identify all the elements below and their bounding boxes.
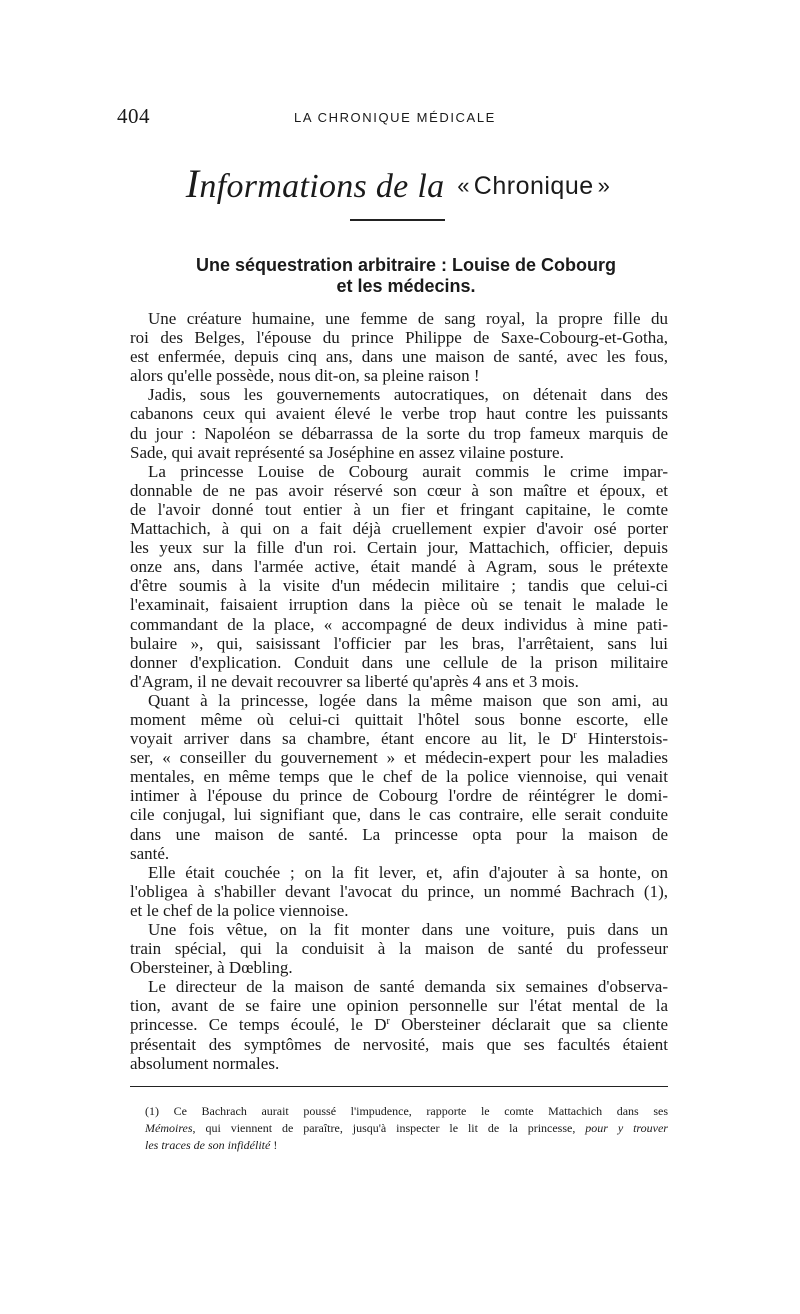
article-body <box>130 309 668 1073</box>
body-line: santé. <box>130 843 170 863</box>
body-line: mentales, en même temps que le chef de la police viennoise, qui venait <box>130 767 668 787</box>
section-title <box>0 160 800 207</box>
article-title-line: Une séquestration arbitraire : Louise de Cobourg <box>195 255 617 275</box>
body-line: présentait des symptômes de nervosité, mais que ses facultés étaient <box>130 1034 668 1054</box>
body-line: d'Agram, il ne devait recouvrer sa liberté qu'après 4 ans et 3 mois. <box>130 671 579 691</box>
body-line: intimer à l'épouse du prince de Cobourg l'ordre de réintégrer le domi- <box>130 786 668 806</box>
article-title-line: et les médecins. <box>336 276 476 296</box>
body-line: d'être soumis à la visite d'un médecin militaire ; tandis que celui-ci <box>130 576 668 596</box>
section-title-chronique: Chronique <box>473 172 594 200</box>
body-line: et le chef de la police viennoise. <box>130 900 349 920</box>
body-line: donner d'explication. Conduit dans une cellule de la prison militaire <box>130 652 668 672</box>
body-line: tion, avant de se faire une opinion personnelle sur l'état mental de la <box>130 996 668 1016</box>
body-line: dans une maison de santé. La princesse opta pour la maison de <box>130 824 668 844</box>
body-line: roi des Belges, l'épouse du prince Philippe de Saxe-Cobourg-et-Gotha, <box>130 328 668 348</box>
open-quote: « <box>457 173 470 198</box>
body-line: absolument normales. <box>130 1053 280 1073</box>
footnote-line: (1) Ce Bachrach aurait poussé l'impudence, rapporte le comte Mattachich dans ses <box>145 1104 668 1118</box>
body-line: Obersteiner, à Dœbling. <box>130 958 293 978</box>
body-line: Le directeur de la maison de santé demanda six semaines d'observa- <box>148 977 668 997</box>
body-line: voyait arriver dans sa chambre, étant encore au lit, le $D^r$ Hinterstois- <box>130 729 668 749</box>
body-line: les yeux sur la fille d'un roi. Certain jour, Mattachich, officier, depuis <box>130 538 668 558</box>
body-line: de l'avoir donné tout entier à un fier et fringant capitaine, le comte <box>130 499 668 519</box>
body-line: l'examinait, faisaient irruption dans la pièce où se tenait le malade le <box>130 595 668 615</box>
body-line: moment même où celui-ci quittait l'hôtel sous bonne escorte, elle <box>130 709 668 729</box>
footnote-divider <box>130 1086 668 1087</box>
body-line: La princesse Louise de Cobourg aurait commis le crime impar- <box>148 461 668 481</box>
section-title-italic: nformations de la <box>199 168 445 205</box>
journal-name: LA CHRONIQUE MÉDICALE <box>294 110 496 125</box>
title-divider <box>350 219 445 221</box>
body-line: onze ans, dans l'armée active, était mandé à Agram, sous le prétexte <box>130 557 668 577</box>
running-head <box>0 104 800 132</box>
body-line: du jour : Napoléon se débarrassa de la sorte du trop fameux marquis de <box>130 423 668 443</box>
body-line: Mattachich, à qui on a fait déjà cruellement expier d'avoir osé porter <box>130 519 668 539</box>
body-line: ser, « conseiller du gouvernement » et médecin-expert pour les maladies <box>130 748 668 768</box>
footnote-line: Mémoires, qui viennent de paraître, jusqu'à inspecter le lit de la princesse, pour y trouver <box>145 1121 668 1135</box>
body-line: train spécial, qui la conduisit à la maison de santé du professeur <box>130 939 668 959</box>
body-line: Une créature humaine, une femme de sang royal, la propre fille du <box>148 309 668 328</box>
body-line: Une fois vêtue, on la fit monter dans une voiture, puis dans un <box>148 920 668 939</box>
body-line: commandant de la place, « accompagné de deux individus à mine pati- <box>130 614 668 634</box>
body-line: Quant à la princesse, logée dans la même maison que son ami, au <box>148 690 668 710</box>
body-line: cile conjugal, lui signifiant que, dans le cas contraire, elle serait conduite <box>130 805 668 825</box>
section-title-initial: I <box>185 161 200 206</box>
body-line: l'obligea à s'habiller devant l'avocat du prince, un nommé Bachrach (1), <box>130 881 668 901</box>
footnotes <box>145 1103 668 1154</box>
article-title <box>130 255 682 297</box>
body-line: cabanons ceux qui avaient élevé le verbe trop haut contre les puissants <box>130 404 668 424</box>
body-line: Sade, qui avait représenté sa Joséphine en assez vilaine posture. <box>130 442 564 462</box>
close-quote: » <box>597 173 611 198</box>
body-line: est enfermée, depuis cinq ans, dans une maison de santé, avec les fous, <box>130 347 668 367</box>
page-number: 404 <box>117 104 150 128</box>
body-line: donnable de ne pas avoir réservé son cœur à son maître et époux, et <box>130 480 668 500</box>
body-line: alors qu'elle possède, nous dit-on, sa pleine raison ! <box>130 366 480 386</box>
body-line: princesse. Ce temps écoulé, le $D^r$ Obersteiner déclarait que sa cliente <box>130 1015 668 1035</box>
body-line: Elle était couchée ; on la fit lever, et, afin d'ajouter à sa honte, on <box>148 862 668 882</box>
body-line: bulaire », qui, saisissant l'officier par les bras, l'arrêtaient, sans lui <box>130 633 668 653</box>
footnote-line: les traces de son infidélité ! <box>145 1138 278 1152</box>
body-line: Jadis, sous les gouvernements autocratiques, on détenait dans des <box>148 385 668 405</box>
